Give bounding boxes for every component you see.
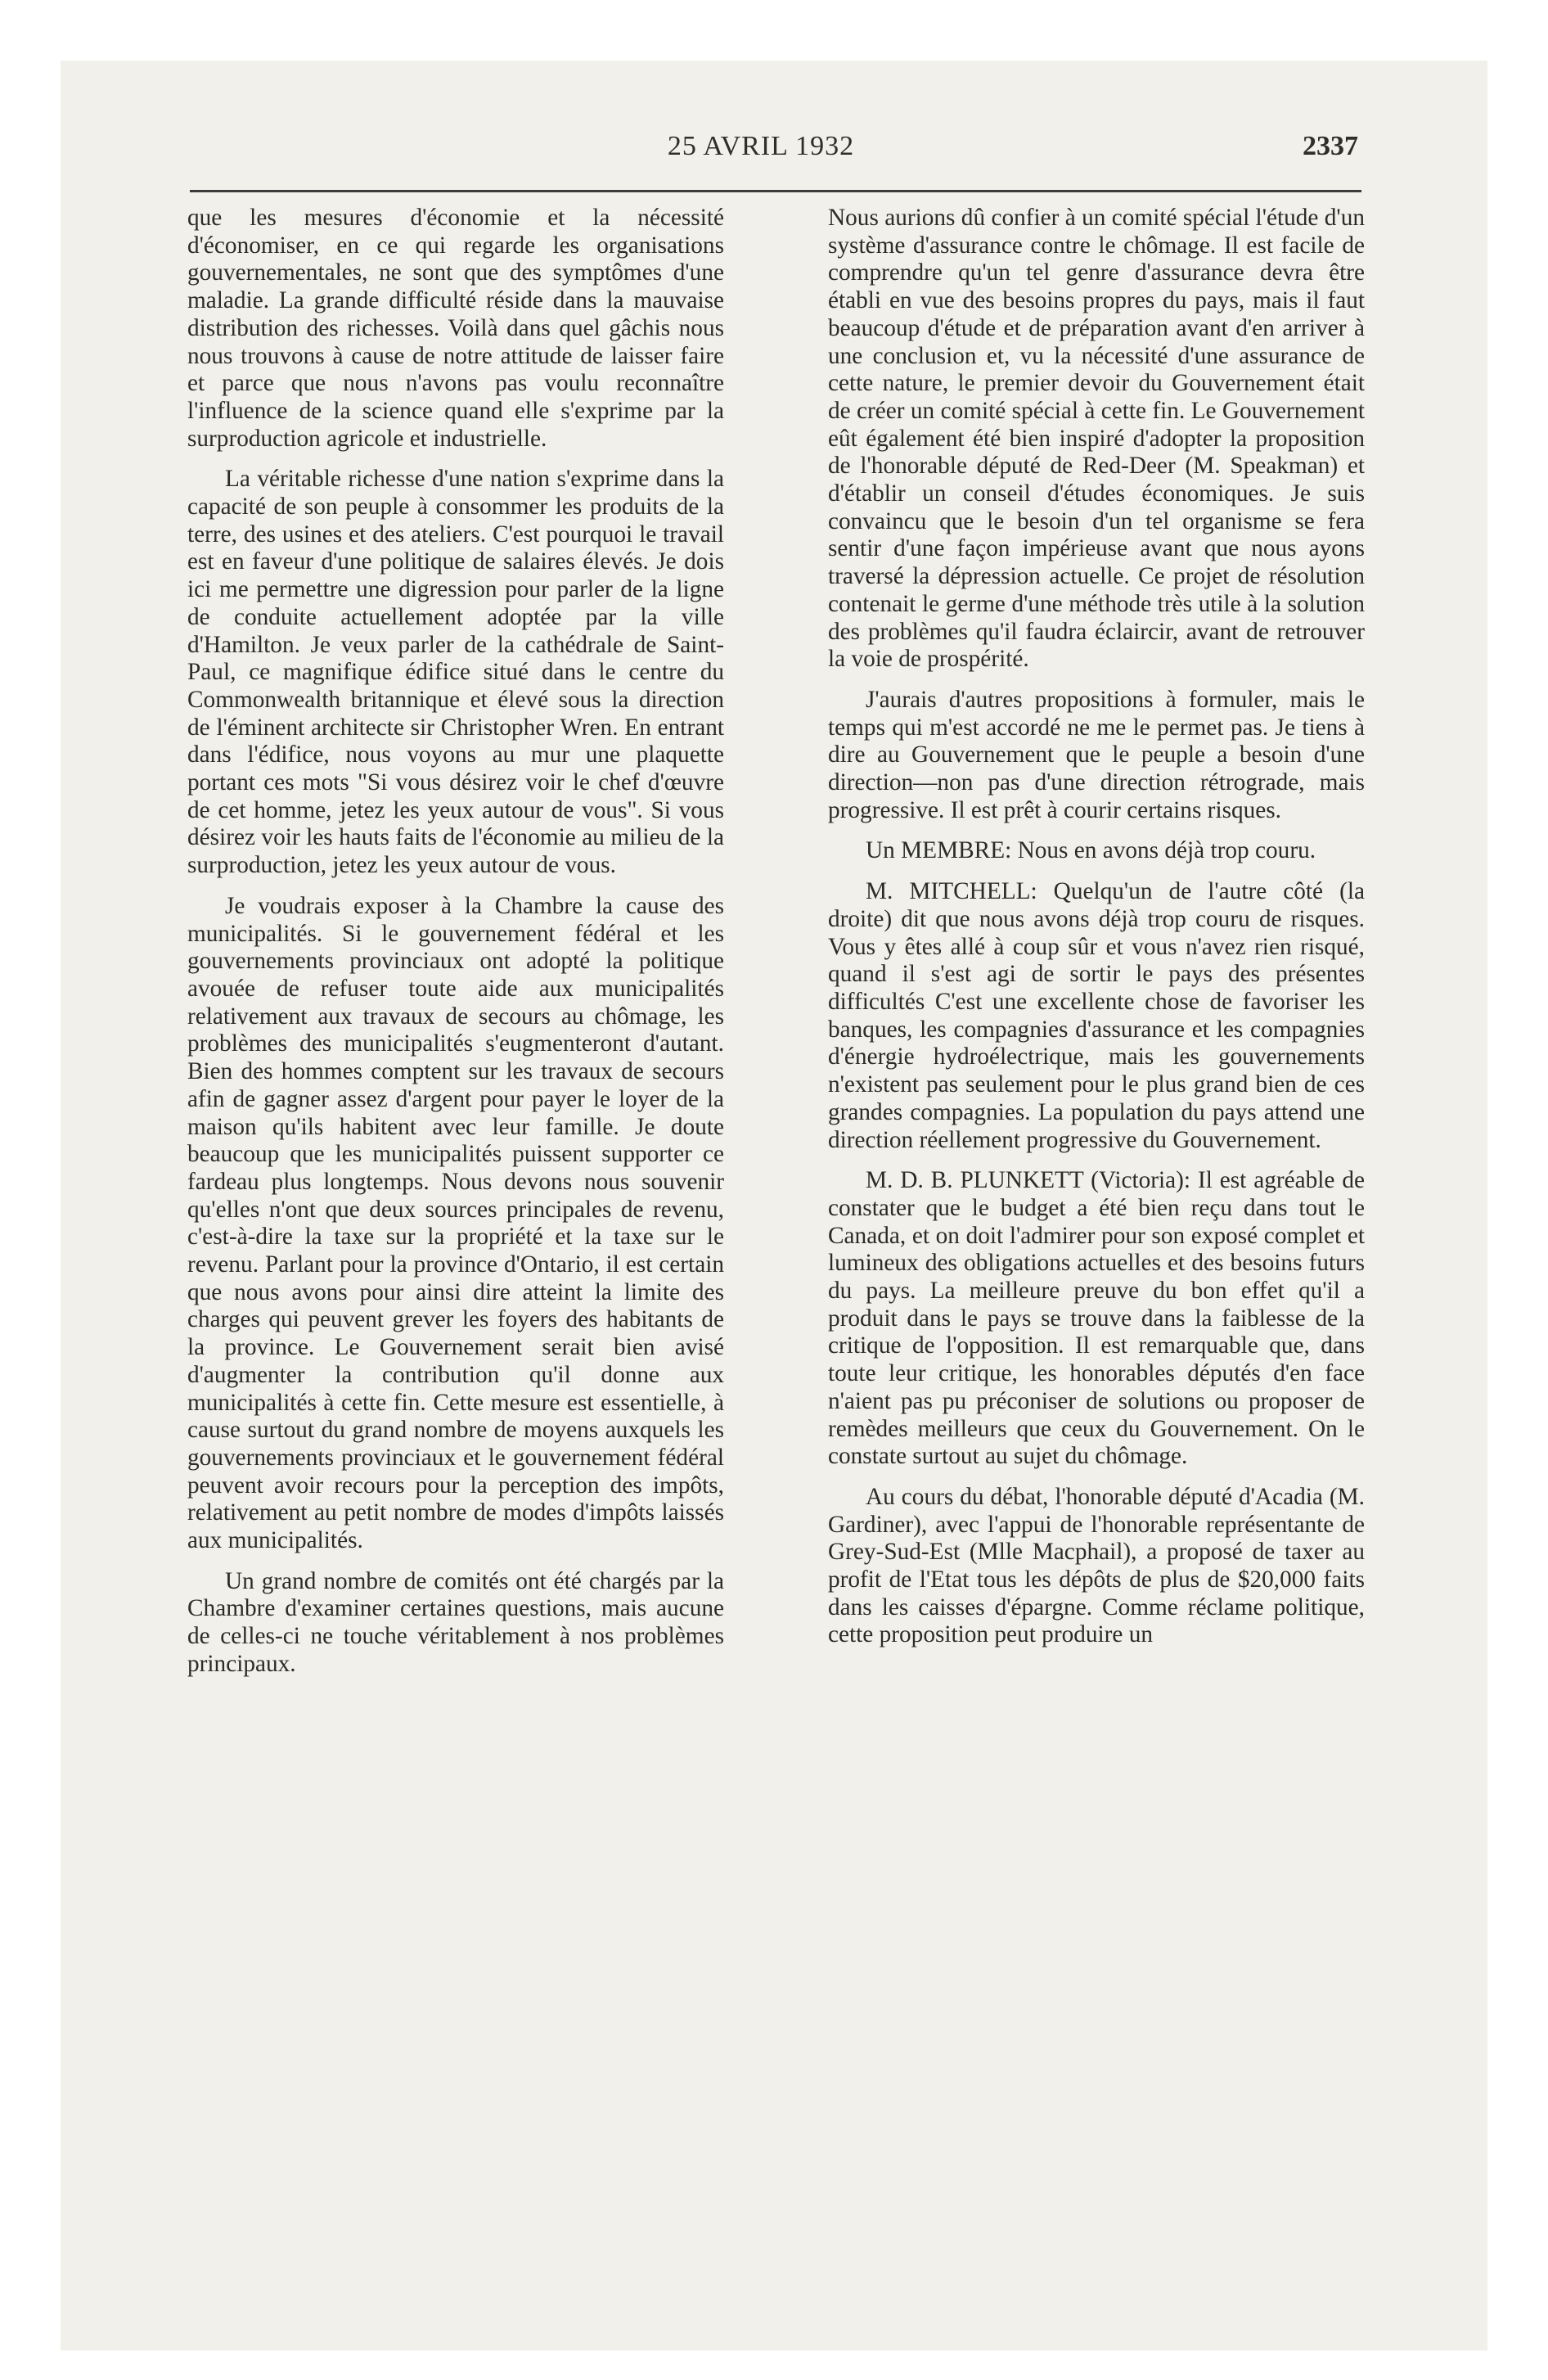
speaker-paragraph: M. MITCHELL: Quelqu'un de l'autre côté (la droite) dit que nous avons déjà trop couru de risques. Vous y êtes allé à coup sûr et vous n'avez rien risqué, quand il s'est agi de sortir le pays des présentes difficultés C'est une excellente chose de favoriser les banques, les compagnies d'assurance et les compagnies d'énergie hydroélectrique, mais les gouvernements n'existent pas seulement pour le plus grand bien de ces grandes compagnies. La population du pays attend une direction réellement progressive du Gouvernement. [828,878,1365,1153]
page-header [164,131,1358,172]
paragraph: Je voudrais exposer à la Chambre la cause des municipalités. Si le gouvernement fédéral et les gouvernements provinciaux ont adopté la politique avouée de refuser toute aide aux municipalités relativement aux travaux de secours au chômage, les problèmes des municipalités s'eugmenteront d'autant. Bien des hommes comptent sur les travaux de secours afin de gagner assez d'argent pour payer le loyer de la maison qu'ils habitent avec leur famille. Je doute beaucoup que les municipalités puissent supporter ce fardeau plus longtemps. Nous devons nous souvenir qu'elles n'ont que deux sources principales de revenu, c'est-à-dire la taxe sur la propriété et la taxe sur le revenu. Parlant pour la province d'Ontario, il est certain que nous avons pour ainsi dire atteint la limite des charges qui peuvent grever les foyers des habitants de la province. Le Gouvernement serait bien avisé d'augmenter la contribution qu'il donne aux municipalités à cette fin. Cette mesure est essentielle, à cause surtout du grand nombre de moyens auxquels les gouvernements provinciaux et le gouvernement fédéral peuvent avoir recours pour la perception des impôts, relativement au petit nombre de modes d'impôts laissés aux municipalités. [187,892,724,1554]
page-number: 2337 [1303,131,1358,161]
speaker-paragraph: M. D. B. PLUNKETT (Victoria): Il est agréable de constater que le budget a été bien reçu dans tout le Canada, et on doit l'admirer pour son exposé complet et lumineux des obligations actuelles et des besoins futurs du pays. La meilleure preuve du bon effet qu'il a produit dans le pays se trouve dans la faiblesse de la critique de l'opposition. Il est remarquable que, dans toute leur critique, les honorables députés d'en face n'aient pas pu préconiser de solutions ou proposer de remèdes meilleurs que ceux du Gouvernement. On le constate surtout au sujet du chômage. [828,1167,1365,1470]
left-column [187,205,724,1692]
paragraph: Nous aurions dû confier à un comité spécial l'étude d'un système d'assurance contre le chômage. Il est facile de comprendre qu'un tel genre d'assurance devra être établi en vue des besoins propres du pays, mais il faut beaucoup d'étude et de préparation avant d'en arriver à une conclusion et, vu la nécessité d'une assurance de cette nature, le premier devoir du Gouvernement était de créer un comité spécial à cette fin. Le Gouvernement eût également été bien inspiré d'adopter la proposition de l'honorable député de Red-Deer (M. Speakman) et d'établir un conseil d'études économiques. Je suis convaincu que le besoin d'un tel organisme se fera sentir d'une façon impérieuse avant que nous ayons traversé la dépression actuelle. Ce projet de résolution contenait le germe d'une méthode très utile à la solution des problèmes qu'il faudra éclaircir, avant de retrouver la voie de prospérité. [828,205,1365,673]
right-column [828,205,1365,1662]
speaker-paragraph: Un MEMBRE: Nous en avons déjà trop couru. [866,837,1316,864]
page-date: 25 AVRIL 1932 [667,131,855,161]
paragraph: Un grand nombre de comités ont été chargés par la Chambre d'examiner certaines questions, mais aucune de celles-ci ne touche véritablement à nos problèmes principaux. [187,1567,724,1677]
header-rule [190,190,1361,192]
paragraph: que les mesures d'économie et la nécessité d'économiser, en ce qui regarde les organisations gouvernementales, ne sont que des symptômes d'une maladie. La grande difficulté réside dans la mauvaise distribution des richesses. Voilà dans quel gâchis nous nous trouvons à cause de notre attitude de laisser faire et parce que nous n'avons pas voulu reconnaître l'influence de la science quand elle s'exprime par la surproduction agricole et industrielle. [187,205,724,452]
paragraph: La véritable richesse d'une nation s'exprime dans la capacité de son peuple à consommer les produits de la terre, des usines et des ateliers. C'est pourquoi le travail est en faveur d'une politique de salaires élevés. Je dois ici me permettre une digression pour parler de la ligne de conduite actuellement adoptée par la ville d'Hamilton. Je veux parler de la cathédrale de Saint-Paul, ce magnifique édifice situé dans le centre du Commonwealth britannique et élevé sous la direction de l'éminent architecte sir Christopher Wren. En entrant dans l'édifice, nous voyons au mur une plaquette portant ces mots "Si vous désirez voir le chef d'œuvre de cet homme, jetez les yeux autour de vous". Si vous désirez voir les hauts faits de l'économie au milieu de la surproduction, jetez les yeux autour de vous. [187,466,724,879]
paragraph: J'aurais d'autres propositions à formuler, mais le temps qui m'est accordé ne me le permet pas. Je tiens à dire au Gouvernement que le peuple a besoin d'une direction—non pas d'une direction rétrograde, mais progressive. Il est prêt à courir certains risques. [828,686,1365,823]
paragraph: Au cours du débat, l'honorable député d'Acadia (M. Gardiner), avec l'appui de l'honorable représentante de Grey-Sud-Est (Mlle Macphail), a proposé de taxer au profit de l'Etat tous les dépôts de plus de $20,000 faits dans les caisses d'épargne. Comme réclame politique, cette proposition peut produire un [828,1483,1365,1648]
